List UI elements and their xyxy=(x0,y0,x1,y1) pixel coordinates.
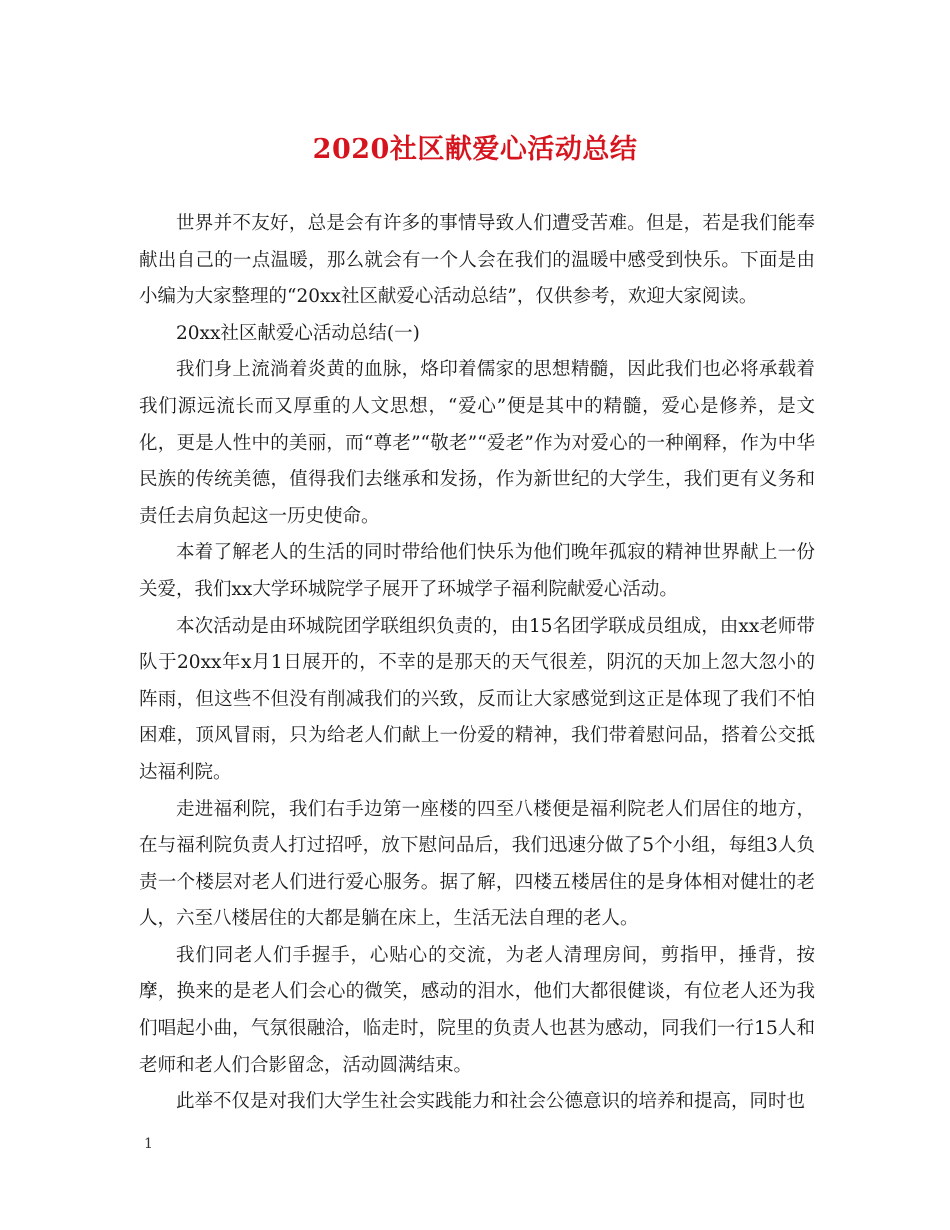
body-paragraph: 本次活动是由环城院团学联组织负责的，由15名团学联成员组成，由xx老师带队于20xx年x月1日展开的，不幸的是那天的天气很差，阴沉的天加上忽大忽小的阵雨，但这些不但没有削减我们的兴致，反而让大家感觉到这正是体现了我们不怕困难，顶风冒雨，只为给老人们献上一份爱的精神，我们带着慰问品，搭着公交抵达福利院。 xyxy=(139,615,815,783)
intro-paragraph: 世界并不友好，总是会有许多的事情导致人们遭受苦难。但是，若是我们能奉献出自己的一点温暖，那么就会有一个人会在我们的温暖中感受到快乐。下面是由小编为大家整理的“20xx社区献爱心活动总结”，仅供参考，欢迎大家阅读。 xyxy=(139,213,815,308)
document-body xyxy=(139,206,815,1121)
section-heading: 20xx社区献爱心活动总结(一) xyxy=(176,322,420,344)
document-title: 2020社区献爱心活动总结 xyxy=(312,134,638,165)
body-paragraph: 我们同老人们手握手，心贴心的交流，为老人清理房间，剪指甲，捶背，按摩，换来的是老人们会心的微笑，感动的泪水，他们大都很健谈，有位老人还为我们唱起小曲，气氛很融洽，临走时，院里的负责人也甚为感动，同我们一行15人和老师和老人们合影留念，活动圆满结束。 xyxy=(139,944,815,1076)
page-number: 1 xyxy=(144,1136,153,1152)
body-paragraph: 此举不仅是对我们大学生社会实践能力和社会公德意识的培养和提高，同时也 xyxy=(176,1091,806,1113)
body-paragraph: 走进福利院，我们右手边第一座楼的四至八楼便是福利院老人们居住的地方，在与福利院负责人打过招呼，放下慰问品后，我们迅速分做了5个小组，每组3人负责一个楼层对老人们进行爱心服务。据了解，四楼五楼居住的是身体相对健壮的老人，六至八楼居住的大都是躺在床上，生活无法自理的老人。 xyxy=(139,798,815,930)
body-paragraph: 我们身上流淌着炎黄的血脉，烙印着儒家的思想精髓，因此我们也必将承载着我们源远流长而又厚重的人文思想，“爱心”便是其中的精髓，爱心是修养，是文化，更是人性中的美丽，而“尊老”“敬老”“爱老”作为对爱心的一种阐释，作为中华民族的传统美德，值得我们去继承和发扬，作为新世纪的大学生，我们更有义务和责任去肩负起这一历史使命。 xyxy=(139,359,815,527)
body-paragraph: 本着了解老人的生活的同时带给他们快乐为他们晚年孤寂的精神世界献上一份关爱，我们xx大学环城院学子展开了环城学子福利院献爱心活动。 xyxy=(139,542,815,600)
